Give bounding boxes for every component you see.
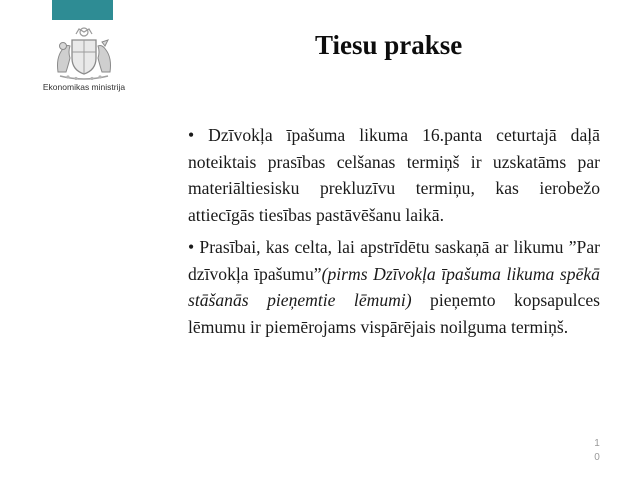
slide-body: [188, 122, 600, 346]
bullet-text-tail: pieņemto kopsapulces lēmumu ir piemērojams vispārējais noilguma termiņš.: [188, 290, 600, 337]
page-number-digit: 1: [594, 438, 600, 449]
bullet-text: • Prasībai, kas celta, lai apstrīdētu saskaņā ar likumu ”Par dzīvokļa īpašumu”: [188, 237, 600, 284]
bullet-item: [188, 122, 600, 228]
page-number-digit: 0: [594, 452, 600, 463]
org-name: Ekonomikas ministrija: [42, 82, 126, 92]
header-accent-bar: [52, 0, 113, 20]
page-number: [591, 437, 603, 465]
ministry-logo: [36, 26, 132, 98]
coat-of-arms-icon: [48, 26, 120, 80]
bullet-italic-text: (pirms Dzīvokļa īpašuma likuma spēkā stāšanās pieņemtie lēmumi): [188, 263, 600, 310]
bullet-text: • Dzīvokļa īpašuma likuma 16.panta ceturtajā daļā noteiktais prasības celšanas termiņš ir uzskatāms par materiāltiesisku prekluzīvu termiņu, kas ierobežo attiecīgās tiesības pastāvēšanu laikā.: [188, 125, 600, 225]
bullet-item: [188, 234, 600, 340]
slide-title: Tiesu prakse: [315, 30, 463, 60]
